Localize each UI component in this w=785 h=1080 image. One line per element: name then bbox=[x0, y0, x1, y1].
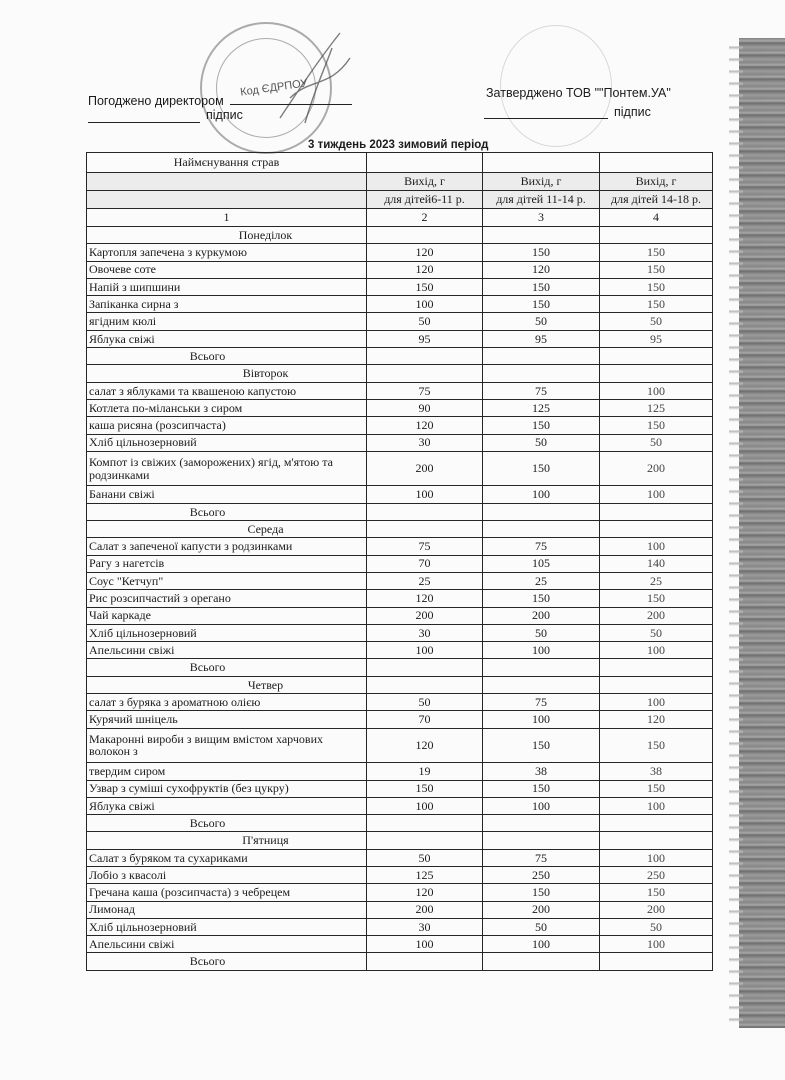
table-row bbox=[87, 538, 713, 555]
portion-14-18: 100 bbox=[600, 486, 713, 503]
empty-cell bbox=[367, 676, 483, 693]
portion-11-14: 50 bbox=[483, 624, 600, 641]
output-header-14-18-line1: Вихід, г bbox=[600, 173, 713, 191]
portion-11-14: 100 bbox=[483, 711, 600, 728]
empty-cell bbox=[483, 953, 600, 970]
empty-cell bbox=[483, 815, 600, 832]
day-name: П'ятниця bbox=[87, 832, 367, 849]
dish-name: Соус "Кетчуп" bbox=[87, 572, 367, 589]
table-row bbox=[87, 642, 713, 659]
scan-edge-shadow bbox=[739, 38, 785, 1028]
dish-name: Лобіо з квасолі bbox=[87, 866, 367, 883]
approved-by-director-label: Погоджено директором bbox=[88, 94, 224, 108]
portion-11-14: 150 bbox=[483, 278, 600, 295]
dish-name: Лимонад bbox=[87, 901, 367, 918]
table-row bbox=[87, 849, 713, 866]
portion-14-18: 100 bbox=[600, 642, 713, 659]
portion-11-14: 125 bbox=[483, 399, 600, 416]
portion-14-18: 95 bbox=[600, 330, 713, 347]
total-row bbox=[87, 503, 713, 520]
dish-name: Апельсини свіжі bbox=[87, 642, 367, 659]
column-header-output-6-11 bbox=[367, 153, 483, 173]
empty-cell bbox=[600, 521, 713, 538]
portion-11-14: 150 bbox=[483, 417, 600, 434]
portion-6-11: 50 bbox=[367, 849, 483, 866]
empty-cell bbox=[367, 521, 483, 538]
portion-11-14: 100 bbox=[483, 797, 600, 814]
table-row bbox=[87, 278, 713, 295]
header-spacer bbox=[87, 191, 367, 209]
dish-name: Компот із свіжих (заморожених) ягід, м'ятою та родзинками bbox=[87, 451, 367, 486]
empty-cell bbox=[600, 832, 713, 849]
table-row bbox=[87, 728, 713, 763]
portion-14-18: 150 bbox=[600, 417, 713, 434]
portion-14-18: 25 bbox=[600, 572, 713, 589]
portion-6-11: 100 bbox=[367, 296, 483, 313]
table-row bbox=[87, 572, 713, 589]
header-spacer bbox=[87, 173, 367, 191]
portion-11-14: 95 bbox=[483, 330, 600, 347]
empty-cell bbox=[600, 953, 713, 970]
portion-14-18: 200 bbox=[600, 451, 713, 486]
portion-11-14: 150 bbox=[483, 780, 600, 797]
portion-6-11: 100 bbox=[367, 486, 483, 503]
empty-cell bbox=[483, 521, 600, 538]
table-row bbox=[87, 866, 713, 883]
portion-14-18: 38 bbox=[600, 763, 713, 780]
total-label: Всього bbox=[87, 348, 367, 365]
output-header-11-14-line1: Вихід, г bbox=[483, 173, 600, 191]
total-label: Всього bbox=[87, 953, 367, 970]
total-row bbox=[87, 348, 713, 365]
portion-14-18: 125 bbox=[600, 399, 713, 416]
portion-11-14: 75 bbox=[483, 538, 600, 555]
table-row bbox=[87, 763, 713, 780]
empty-cell bbox=[367, 348, 483, 365]
portion-14-18: 50 bbox=[600, 313, 713, 330]
table-row bbox=[87, 261, 713, 278]
dish-name: салат з буряка з ароматною олією bbox=[87, 694, 367, 711]
day-row bbox=[87, 227, 713, 244]
empty-cell bbox=[600, 659, 713, 676]
table-row bbox=[87, 797, 713, 814]
portion-14-18: 50 bbox=[600, 918, 713, 935]
empty-cell bbox=[367, 659, 483, 676]
table-row bbox=[87, 434, 713, 451]
portion-14-18: 50 bbox=[600, 624, 713, 641]
confirmed-by-company-label: Затверджено ТОВ ""Понтем.УА" bbox=[486, 86, 671, 100]
empty-cell bbox=[600, 348, 713, 365]
empty-cell bbox=[483, 676, 600, 693]
empty-cell bbox=[483, 832, 600, 849]
portion-11-14: 200 bbox=[483, 607, 600, 624]
table-row bbox=[87, 296, 713, 313]
portion-11-14: 150 bbox=[483, 728, 600, 763]
dish-name: каша рисяна (розсипчаста) bbox=[87, 417, 367, 434]
menu-table-body bbox=[87, 153, 713, 971]
table-row bbox=[87, 607, 713, 624]
column-header-dish-name: Наймєнування страв bbox=[87, 153, 367, 173]
portion-6-11: 100 bbox=[367, 642, 483, 659]
empty-cell bbox=[483, 348, 600, 365]
portion-6-11: 120 bbox=[367, 261, 483, 278]
table-row bbox=[87, 451, 713, 486]
total-label: Всього bbox=[87, 659, 367, 676]
portion-14-18: 150 bbox=[600, 884, 713, 901]
portion-6-11: 120 bbox=[367, 244, 483, 261]
day-name: Вівторок bbox=[87, 365, 367, 382]
portion-6-11: 150 bbox=[367, 278, 483, 295]
portion-14-18: 100 bbox=[600, 382, 713, 399]
empty-cell bbox=[483, 365, 600, 382]
table-row bbox=[87, 330, 713, 347]
portion-6-11: 200 bbox=[367, 607, 483, 624]
portion-14-18: 150 bbox=[600, 780, 713, 797]
portion-11-14: 150 bbox=[483, 590, 600, 607]
portion-6-11: 125 bbox=[367, 866, 483, 883]
portion-11-14: 100 bbox=[483, 642, 600, 659]
portion-14-18: 250 bbox=[600, 866, 713, 883]
portion-6-11: 30 bbox=[367, 624, 483, 641]
dish-name: твердим сиром bbox=[87, 763, 367, 780]
portion-11-14: 38 bbox=[483, 763, 600, 780]
portion-11-14: 100 bbox=[483, 936, 600, 953]
empty-cell bbox=[600, 503, 713, 520]
table-row bbox=[87, 244, 713, 261]
portion-14-18: 100 bbox=[600, 849, 713, 866]
portion-14-18: 150 bbox=[600, 261, 713, 278]
portion-14-18: 50 bbox=[600, 434, 713, 451]
table-row bbox=[87, 590, 713, 607]
empty-cell bbox=[483, 503, 600, 520]
table-row bbox=[87, 624, 713, 641]
portion-6-11: 120 bbox=[367, 884, 483, 901]
portion-11-14: 150 bbox=[483, 884, 600, 901]
portion-11-14: 50 bbox=[483, 918, 600, 935]
portion-6-11: 90 bbox=[367, 399, 483, 416]
dish-name: Макаронні вироби з вищим вмістом харчових волокон з bbox=[87, 728, 367, 763]
portion-11-14: 25 bbox=[483, 572, 600, 589]
signature-line-right bbox=[484, 118, 608, 119]
column-number-2: 2 bbox=[367, 209, 483, 227]
table-row bbox=[87, 486, 713, 503]
portion-11-14: 200 bbox=[483, 901, 600, 918]
portion-11-14: 75 bbox=[483, 694, 600, 711]
total-label: Всього bbox=[87, 503, 367, 520]
portion-14-18: 120 bbox=[600, 711, 713, 728]
empty-cell bbox=[600, 365, 713, 382]
signature-line-left-b bbox=[230, 104, 352, 105]
table-row bbox=[87, 417, 713, 434]
portion-6-11: 25 bbox=[367, 572, 483, 589]
column-header-output-11-14 bbox=[483, 153, 600, 173]
dish-name: Овочеве соте bbox=[87, 261, 367, 278]
dish-name: салат з яблуками та квашеною капустою bbox=[87, 382, 367, 399]
empty-cell bbox=[600, 227, 713, 244]
empty-cell bbox=[367, 503, 483, 520]
portion-14-18: 150 bbox=[600, 728, 713, 763]
portion-6-11: 150 bbox=[367, 780, 483, 797]
dish-name: Котлета по-міланськи з сиром bbox=[87, 399, 367, 416]
portion-6-11: 70 bbox=[367, 711, 483, 728]
dish-name: Запіканка сирна з bbox=[87, 296, 367, 313]
total-row bbox=[87, 815, 713, 832]
portion-14-18: 150 bbox=[600, 244, 713, 261]
signature-line-left-a bbox=[88, 122, 200, 123]
portion-14-18: 200 bbox=[600, 607, 713, 624]
portion-6-11: 30 bbox=[367, 434, 483, 451]
day-name: Понеділок bbox=[87, 227, 367, 244]
portion-6-11: 200 bbox=[367, 901, 483, 918]
column-number-4: 4 bbox=[600, 209, 713, 227]
output-header-14-18-line2: для дітей 14-18 р. bbox=[600, 191, 713, 209]
stamp-text: Код ЄДРПОУ bbox=[239, 77, 309, 99]
total-row bbox=[87, 659, 713, 676]
portion-14-18: 100 bbox=[600, 797, 713, 814]
portion-11-14: 150 bbox=[483, 451, 600, 486]
portion-11-14: 100 bbox=[483, 486, 600, 503]
dish-name: Яблука свіжі bbox=[87, 330, 367, 347]
dish-name: Узвар з суміші сухофруктів (без цукру) bbox=[87, 780, 367, 797]
day-row bbox=[87, 521, 713, 538]
column-number-3: 3 bbox=[483, 209, 600, 227]
day-row bbox=[87, 365, 713, 382]
portion-11-14: 75 bbox=[483, 849, 600, 866]
output-header-6-11-line1: Вихід, г bbox=[367, 173, 483, 191]
total-label: Всього bbox=[87, 815, 367, 832]
portion-6-11: 120 bbox=[367, 590, 483, 607]
left-signature-label: підпис bbox=[206, 108, 243, 122]
total-row bbox=[87, 953, 713, 970]
table-row bbox=[87, 555, 713, 572]
empty-cell bbox=[367, 227, 483, 244]
day-name: Середа bbox=[87, 521, 367, 538]
dish-name: ягідним кюлі bbox=[87, 313, 367, 330]
portion-11-14: 75 bbox=[483, 382, 600, 399]
table-row bbox=[87, 884, 713, 901]
portion-11-14: 250 bbox=[483, 866, 600, 883]
table-row bbox=[87, 313, 713, 330]
dish-name: Картопля запечена з куркумою bbox=[87, 244, 367, 261]
empty-cell bbox=[600, 676, 713, 693]
portion-6-11: 120 bbox=[367, 728, 483, 763]
table-row bbox=[87, 694, 713, 711]
dish-name: Хліб цільнозерновий bbox=[87, 624, 367, 641]
portion-6-11: 100 bbox=[367, 936, 483, 953]
table-row bbox=[87, 711, 713, 728]
portion-11-14: 105 bbox=[483, 555, 600, 572]
portion-14-18: 100 bbox=[600, 936, 713, 953]
portion-14-18: 150 bbox=[600, 296, 713, 313]
table-row bbox=[87, 382, 713, 399]
portion-14-18: 100 bbox=[600, 538, 713, 555]
portion-11-14: 50 bbox=[483, 313, 600, 330]
empty-cell bbox=[367, 365, 483, 382]
day-row bbox=[87, 676, 713, 693]
portion-11-14: 150 bbox=[483, 244, 600, 261]
dish-name: Апельсини свіжі bbox=[87, 936, 367, 953]
portion-6-11: 75 bbox=[367, 382, 483, 399]
portion-6-11: 30 bbox=[367, 918, 483, 935]
portion-6-11: 75 bbox=[367, 538, 483, 555]
portion-6-11: 100 bbox=[367, 797, 483, 814]
portion-11-14: 120 bbox=[483, 261, 600, 278]
dish-name: Салат з запеченої капусти з родзинками bbox=[87, 538, 367, 555]
day-row bbox=[87, 832, 713, 849]
portion-14-18: 140 bbox=[600, 555, 713, 572]
portion-14-18: 150 bbox=[600, 278, 713, 295]
menu-table bbox=[86, 152, 713, 971]
portion-6-11: 120 bbox=[367, 417, 483, 434]
output-header-6-11-line2: для дітей6-11 р. bbox=[367, 191, 483, 209]
portion-14-18: 200 bbox=[600, 901, 713, 918]
dish-name: Чай каркаде bbox=[87, 607, 367, 624]
column-header-output-14-18 bbox=[600, 153, 713, 173]
dish-name: Курячий шніцель bbox=[87, 711, 367, 728]
dish-name: Рис розсипчастий з орегано bbox=[87, 590, 367, 607]
dish-name: Гречана каша (розсипчаста) з чебрецем bbox=[87, 884, 367, 901]
empty-cell bbox=[483, 659, 600, 676]
day-name: Четвер bbox=[87, 676, 367, 693]
portion-6-11: 70 bbox=[367, 555, 483, 572]
empty-cell bbox=[367, 832, 483, 849]
table-row bbox=[87, 918, 713, 935]
right-signature-label: підпис bbox=[614, 105, 651, 119]
table-row bbox=[87, 399, 713, 416]
portion-6-11: 50 bbox=[367, 694, 483, 711]
portion-6-11: 19 bbox=[367, 763, 483, 780]
table-row bbox=[87, 936, 713, 953]
portion-11-14: 50 bbox=[483, 434, 600, 451]
portion-14-18: 150 bbox=[600, 590, 713, 607]
empty-cell bbox=[600, 815, 713, 832]
portion-11-14: 150 bbox=[483, 296, 600, 313]
table-row bbox=[87, 780, 713, 797]
dish-name: Яблука свіжі bbox=[87, 797, 367, 814]
output-header-11-14-line2: для дітей 11-14 р. bbox=[483, 191, 600, 209]
empty-cell bbox=[367, 815, 483, 832]
portion-6-11: 50 bbox=[367, 313, 483, 330]
table-row bbox=[87, 901, 713, 918]
portion-14-18: 100 bbox=[600, 694, 713, 711]
dish-name: Рагу з нагетсів bbox=[87, 555, 367, 572]
handwritten-signature bbox=[270, 28, 360, 128]
dish-name: Хліб цільнозерновий bbox=[87, 434, 367, 451]
dish-name: Напій з шипшини bbox=[87, 278, 367, 295]
dish-name: Банани свіжі bbox=[87, 486, 367, 503]
document-title: 3 тиждень 2023 зимовий період bbox=[308, 139, 489, 151]
dish-name: Салат з буряком та сухариками bbox=[87, 849, 367, 866]
column-number-1: 1 bbox=[87, 209, 367, 227]
dish-name: Хліб цільнозерновий bbox=[87, 918, 367, 935]
empty-cell bbox=[483, 227, 600, 244]
portion-6-11: 200 bbox=[367, 451, 483, 486]
portion-6-11: 95 bbox=[367, 330, 483, 347]
empty-cell bbox=[367, 953, 483, 970]
